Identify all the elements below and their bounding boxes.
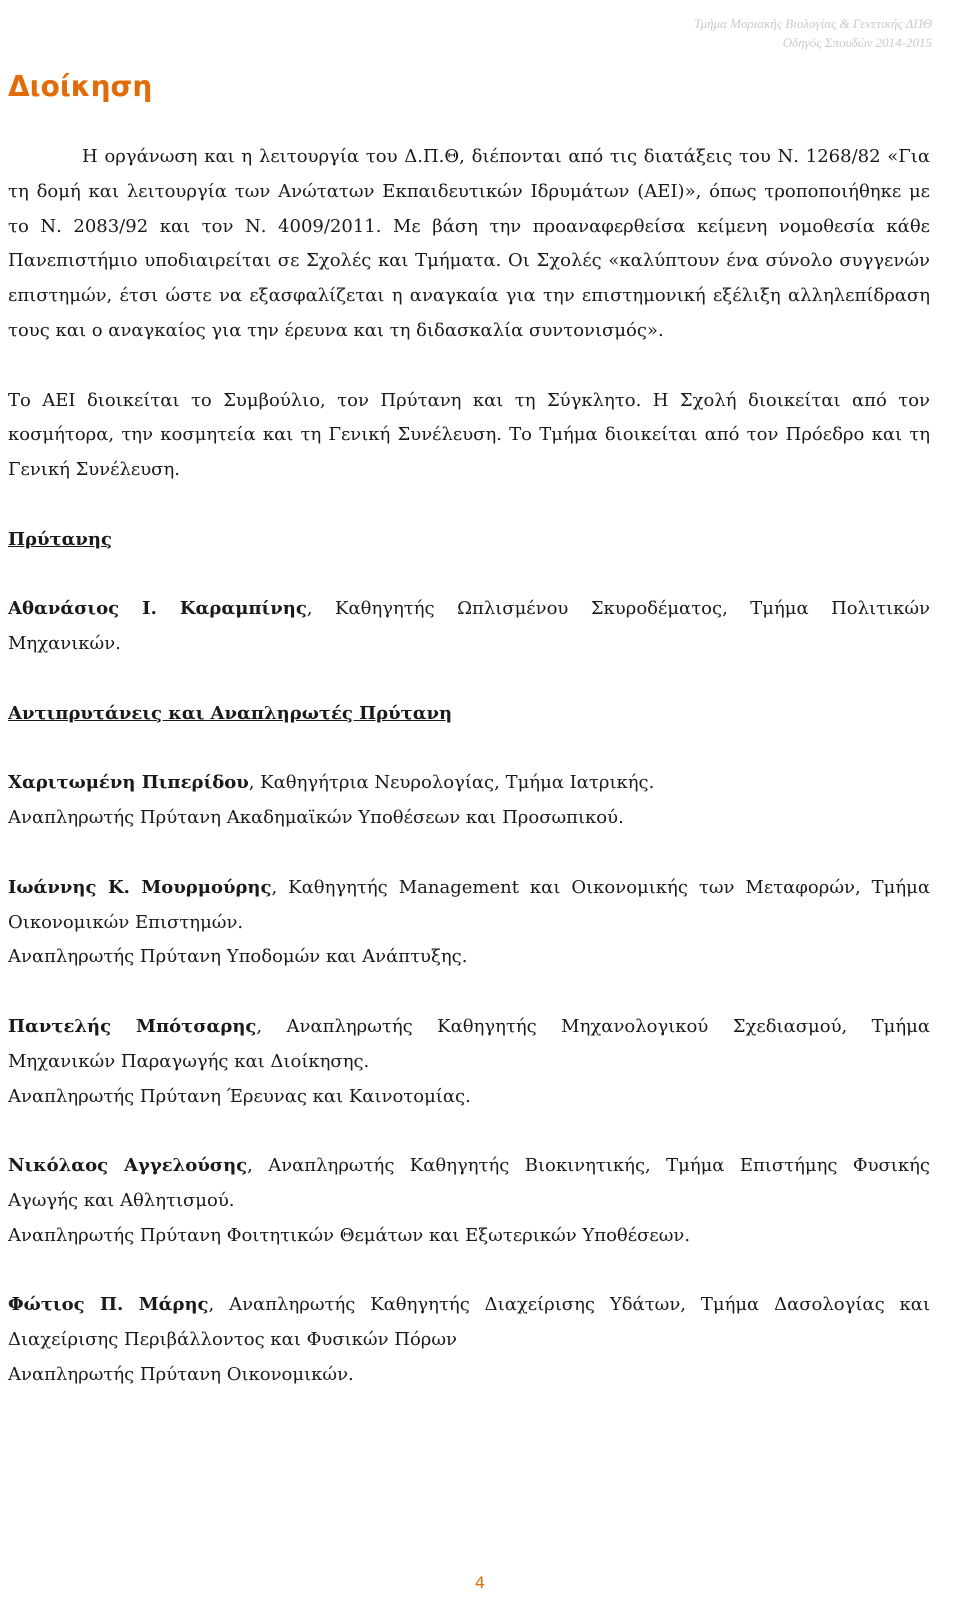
person-details: , Καθηγητής Ωπλισμένου Σκυροδέματος, Τμήμα Πολιτικών Μηχανικών. [8, 598, 930, 655]
person-line [8, 1288, 930, 1358]
page-title: Διοίκηση [8, 70, 153, 103]
vice-rector-entry [8, 1010, 930, 1114]
person-role: Αναπληρωτής Πρύτανη Ακαδημαϊκών Υποθέσεων και Προσωπικού. [8, 807, 624, 829]
vice-rector-entry [8, 1288, 930, 1392]
person-role: Αναπληρωτής Πρύτανη Έρευνας και Καινοτομίας. [8, 1085, 471, 1107]
person-line [8, 1149, 930, 1219]
person-details: , Καθηγήτρια Νευρολογίας, Τμήμα Ιατρικής. [248, 772, 655, 794]
person-details: , Αναπληρωτής Καθηγητής Μηχανολογικού Σχεδιασμού, Τμήμα Μηχανικών Παραγωγής και Διοίκησης. [8, 1015, 930, 1072]
person-details: , Καθηγητής Management και Οικονομικής των Μεταφορών, Τμήμα Οικονομικών Επιστημών. [8, 876, 930, 933]
person-role: Αναπληρωτής Πρύτανη Υποδομών και Ανάπτυξης. [8, 946, 468, 968]
governance-paragraph: Το ΑΕΙ διοικείται το Συμβούλιο, τον Πρύτανη και τη Σύγκλητο. Η Σχολή διοικείται από τον κοσμήτορα, την κοσμητεία και τη Γενική Συνέλευση. Το Τμήμα διοικείται από τον Πρόεδρο και τη Γενική Συνέλευση. [8, 389, 930, 481]
vice-rector-entry [8, 766, 930, 836]
person-details: , Αναπληρωτής Καθηγητής Βιοκινητικής, Τμήμα Επιστήμης Φυσικής Αγωγής και Αθλητισμού. [8, 1155, 930, 1211]
person-line [8, 871, 930, 941]
rector-heading: Πρύτανης [8, 528, 112, 550]
intro-paragraph: Η οργάνωση και η λειτουργία του Δ.Π.Θ, διέπονται από τις διατάξεις του Ν. 1268/82 «Για τη δομή και λειτουργία των Ανώτατων Εκπαιδευτικών Ιδρυμάτων (ΑΕΙ)», όπως τροποποιήθηκε με το Ν. 2083/92 και τον Ν. 4009/2011. Με βάση την προαναφερθείσα κείμενη νομοθεσία κάθε Πανεπιστήμιο υποδιαιρείται σε Σχολές και Τμήματα. Οι Σχολές «καλύπτουν ένα σύνολο συγγενών επιστημών, έτσι ώστε να εξασφαλίζεται η αναγκαία για την επιστημονική εξέλιξη αλληλεπίδραση τους και ο αναγκαίος για την έρευνα και τη διδασκαλία συντονισμός». [8, 146, 930, 341]
document-body [8, 140, 930, 1393]
person-role: Αναπληρωτής Πρύτανη Οικονομικών. [8, 1363, 354, 1385]
person-name: Παντελής Μπότσαρης [8, 1015, 257, 1037]
person-line [8, 1010, 930, 1080]
header-department: Τμήμα Μοριακής Βιολογίας & Γενετικής ΔΠΘ [694, 16, 932, 31]
vice-rector-entry [8, 1149, 930, 1253]
person-details: , Αναπληρωτής Καθηγητής Διαχείρισης Υδάτων, Τμήμα Δασολογίας και Διαχείρισης Περιβάλλοντος και Φυσικών Πόρων [8, 1294, 930, 1351]
rector-entry [8, 592, 930, 662]
header-guide-year: Οδηγός Σπουδών 2014-2015 [782, 35, 932, 50]
vice-rector-entry [8, 871, 930, 975]
person-line [8, 766, 930, 801]
person-role: Αναπληρωτής Πρύτανη Φοιτητικών Θεμάτων και Εξωτερικών Υποθέσεων. [8, 1224, 691, 1246]
page-number: 4 [474, 1573, 486, 1592]
person-name: Ιωάννης Κ. Μουρμούρης [8, 876, 272, 898]
person-name: Φώτιος Π. Μάρης [8, 1294, 209, 1316]
person-name: Χαριτωμένη Πιπερίδου [8, 772, 249, 794]
person-name: Αθανάσιος Ι. Καραμπίνης [8, 598, 307, 620]
running-header [694, 14, 932, 52]
person-name: Νικόλαος Αγγελούσης [8, 1155, 248, 1177]
vice-rectors-heading: Αντιπρυτάνεις και Αναπληρωτές Πρύτανη [8, 702, 453, 724]
